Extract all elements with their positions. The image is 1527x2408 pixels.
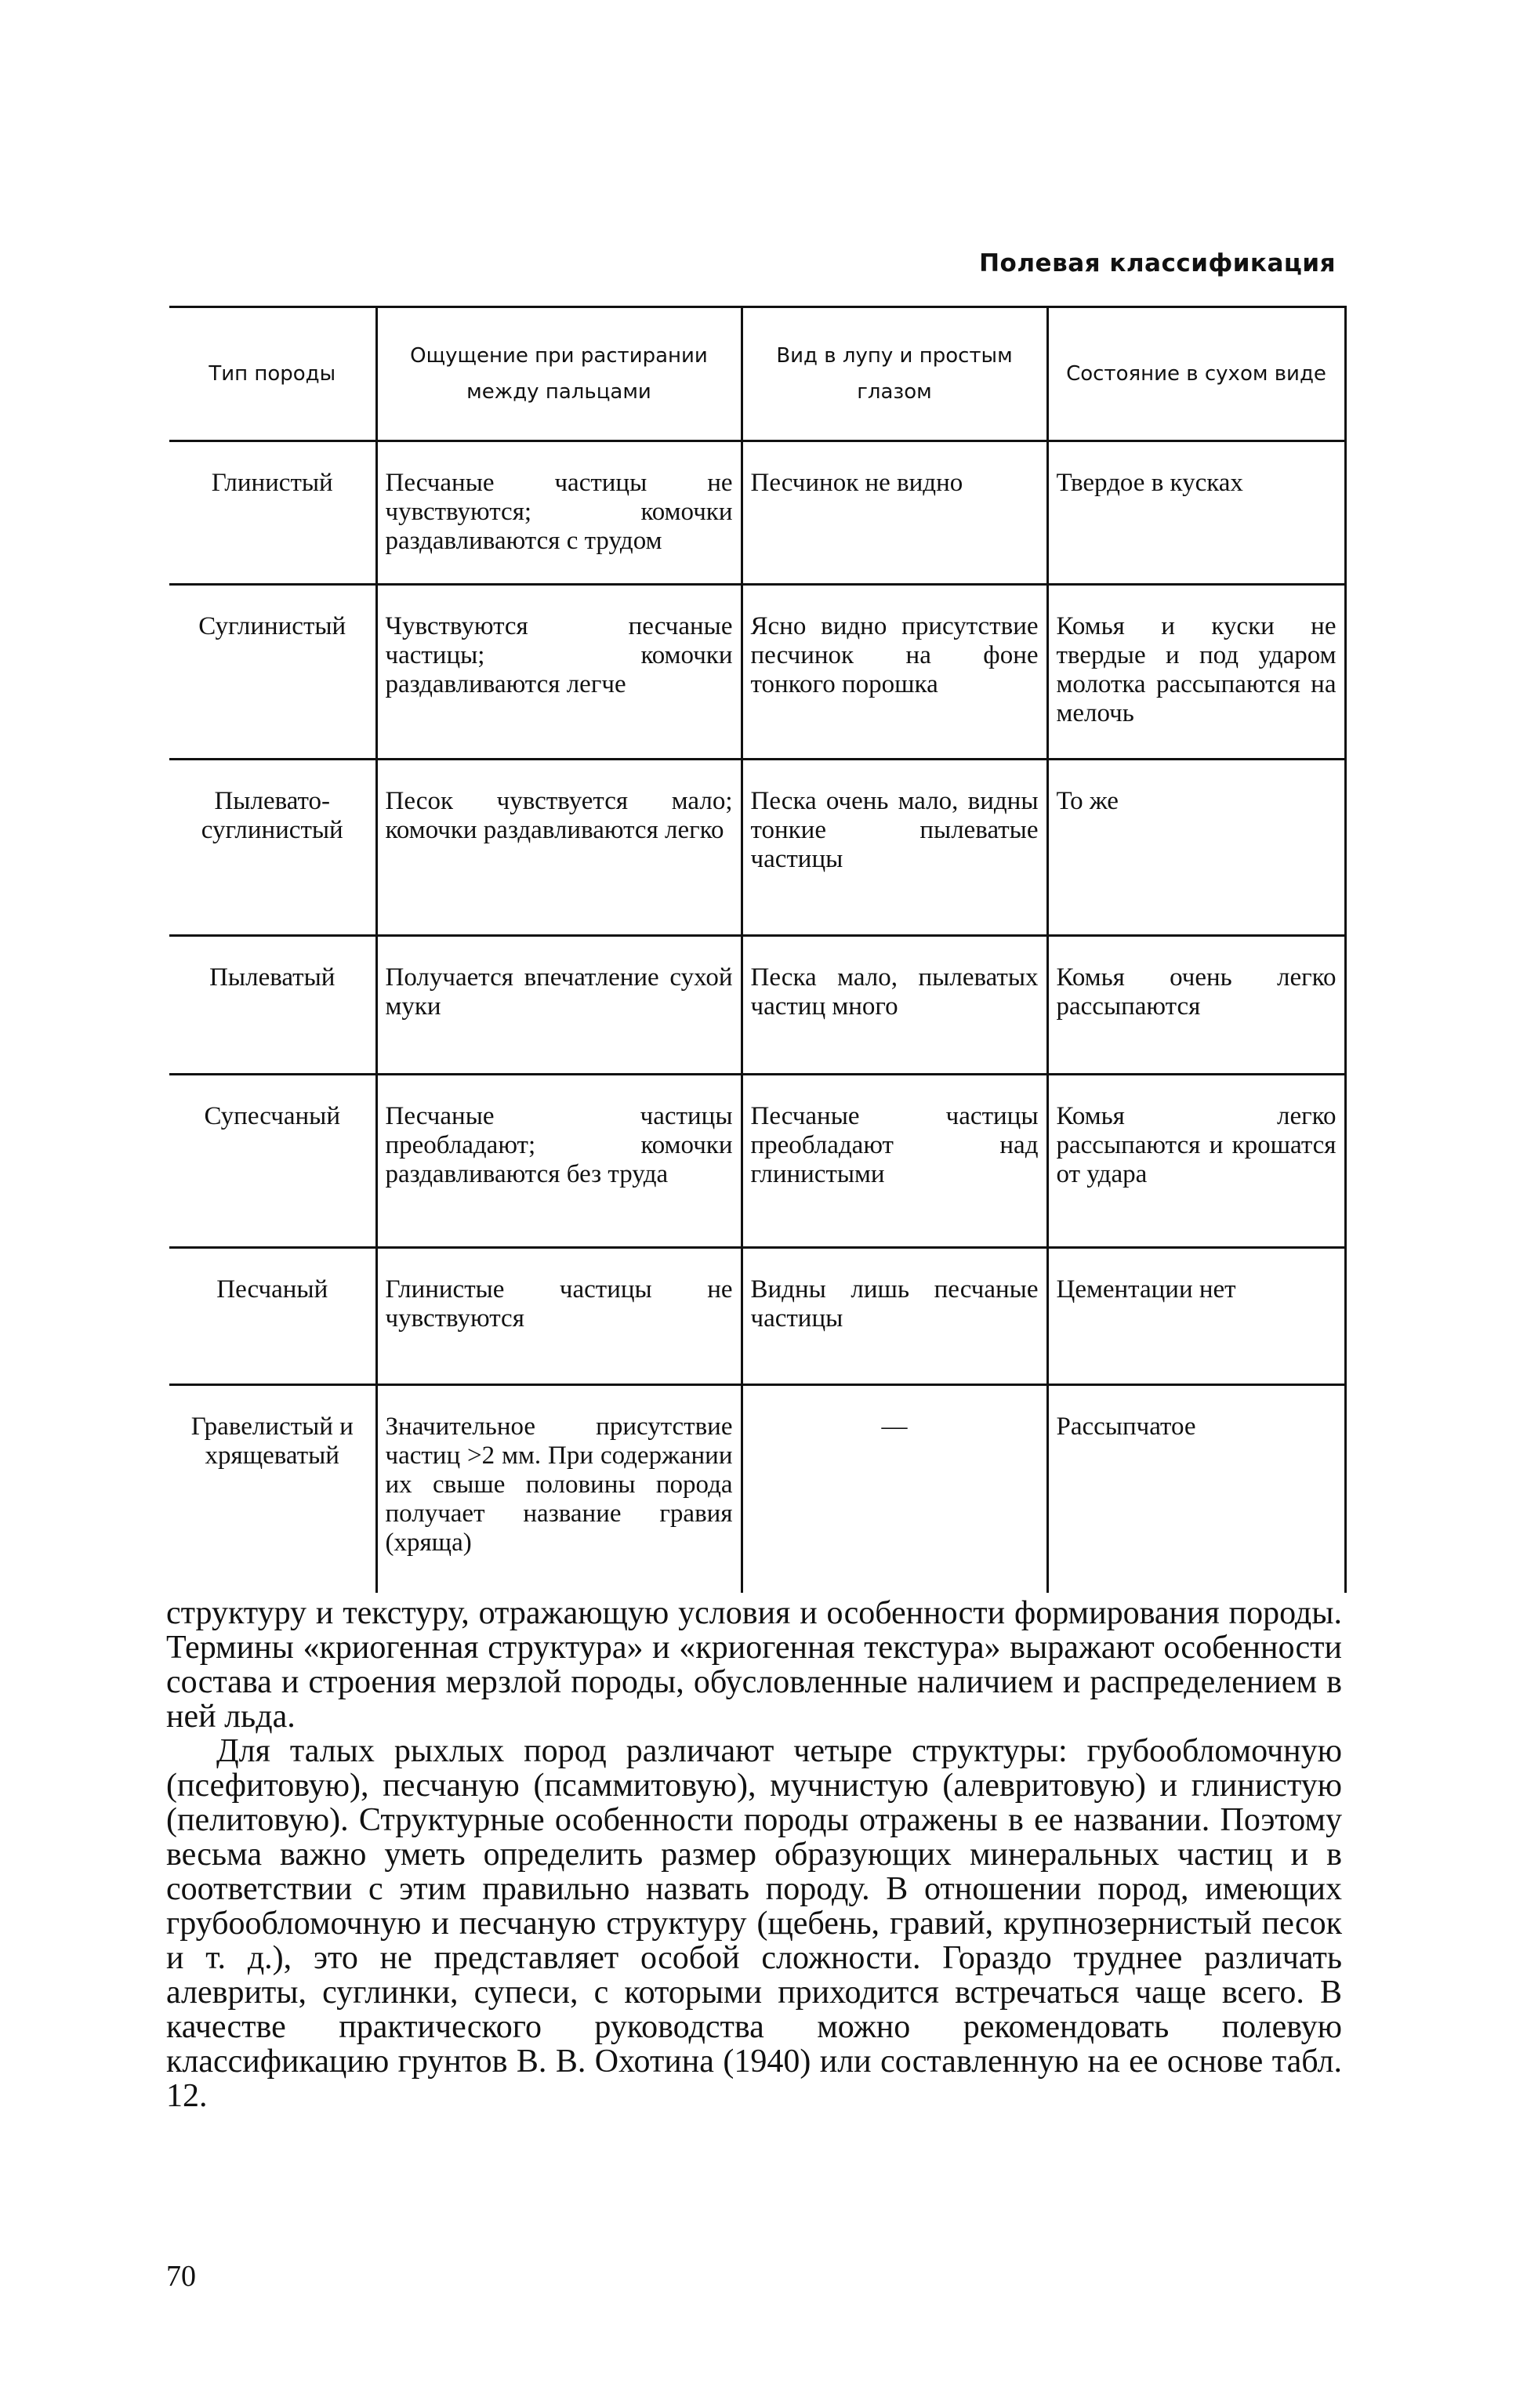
cell-feel: Песчаные частицы не чувствуются; комочки раздавливаются с трудом — [376, 441, 742, 585]
cell-feel: Песок чувствуется мало; комочки раздавливаются легко — [376, 760, 742, 936]
header-visual: Вид в лупу и простым глазом — [742, 307, 1047, 441]
cell-visual: Песчинок не видно — [742, 441, 1047, 585]
cell-dry: Комья и куски не твердые и под ударом молотка рассыпаются на мелочь — [1047, 585, 1345, 760]
paragraph: Для талых рыхлых пород различают четыре структуры: грубообломочную (псефитовую), песчаную (псаммитовую), мучнистую (алевритовую) и глинистую (пелитовую). Структурные особенности породы отражены в ее названии. Поэтому весьма важно уметь определить размер образующих минеральных частиц и в соответствии с этим правильно назвать породу. В отношении пород, имеющих грубообломочную и песчаную структуру (щебень, гравий, крупнозернистый песок и т. д.), это не представляет особой сложности. Гораздо труднее различать алевриты, суглинки, супеси, с которыми приходится встречаться чаще всего. В качестве практического руководства можно рекомендовать полевую классификацию грунтов В. В. Охотина (1940) или составленную на ее основе табл. 12. — [166, 1733, 1342, 2114]
cell-rock-type: Глинистый — [169, 441, 376, 585]
table-row — [169, 1385, 1345, 1594]
table-caption: Полевая классификация — [979, 249, 1336, 277]
page-number: 70 — [166, 2260, 196, 2293]
table-header-row — [169, 307, 1345, 441]
cell-dry: Цементации нет — [1047, 1248, 1345, 1385]
cell-feel: Песчаные частицы преобладают; комочки раздавливаются без труда — [376, 1075, 742, 1248]
cell-dry: Комья легко рассыпаются и крошатся от удара — [1047, 1075, 1345, 1248]
cell-dry: Твердое в кусках — [1047, 441, 1345, 585]
cell-visual: Песчаные частицы преобладают над глинистыми — [742, 1075, 1047, 1248]
cell-rock-type: Гравелистый и хрящеватый — [190, 1413, 354, 1470]
table-row — [169, 760, 1345, 936]
header-feel-rubbing: Ощущение при растирании между пальцами — [376, 307, 742, 441]
header-dry-state: Состояние в сухом виде — [1047, 307, 1345, 441]
cell-feel: Глинистые частицы не чувствуются — [376, 1248, 742, 1385]
cell-feel: Получается впечатление сухой муки — [376, 936, 742, 1075]
paragraph: структуру и текстуру, отражающую условия и особенности формирования породы. Термины «криогенная структура» и «криогенная текстура» выражают особенности состава и строения мерзлой породы, обусловленные наличием и распределением в ней льда. — [166, 1595, 1342, 1735]
cell-rock-type: Суглинистый — [169, 585, 376, 760]
cell-visual: — — [742, 1385, 1047, 1594]
cell-dry: Комья очень легко рассыпаются — [1047, 936, 1345, 1075]
cell-dry: То же — [1047, 760, 1345, 936]
cell-visual: Видны лишь песчаные частицы — [742, 1248, 1047, 1385]
cell-rock-type: Песчаный — [169, 1248, 376, 1385]
cell-visual: Песка мало, пылеватых частиц много — [742, 936, 1047, 1075]
table-row — [169, 585, 1345, 760]
cell-visual: Песка очень мало, видны тонкие пылеватые частицы — [742, 760, 1047, 936]
cell-feel: Значительное присутствие частиц >2 мм. При содержании их свыше половины порода получает название гравия (хряща) — [376, 1385, 742, 1594]
classification-table — [169, 306, 1347, 1593]
table-row — [169, 1248, 1345, 1385]
cell-dry: Рассыпчатое — [1047, 1385, 1345, 1594]
table-row — [169, 1075, 1345, 1248]
classification-table-container — [169, 306, 1345, 1593]
cell-feel: Чувствуются песчаные частицы; комочки раздавливаются легче — [376, 585, 742, 760]
table-row — [169, 441, 1345, 585]
cell-rock-type: Пылеватый — [169, 936, 376, 1075]
body-text — [166, 1596, 1342, 2113]
table-row — [169, 936, 1345, 1075]
cell-rock-type: Супесчаный — [169, 1075, 376, 1248]
cell-rock-type: Пылевато-суглинистый — [169, 760, 376, 936]
cell-visual: Ясно видно присутствие песчинок на фоне тонкого порошка — [742, 585, 1047, 760]
header-rock-type: Тип породы — [169, 307, 376, 441]
